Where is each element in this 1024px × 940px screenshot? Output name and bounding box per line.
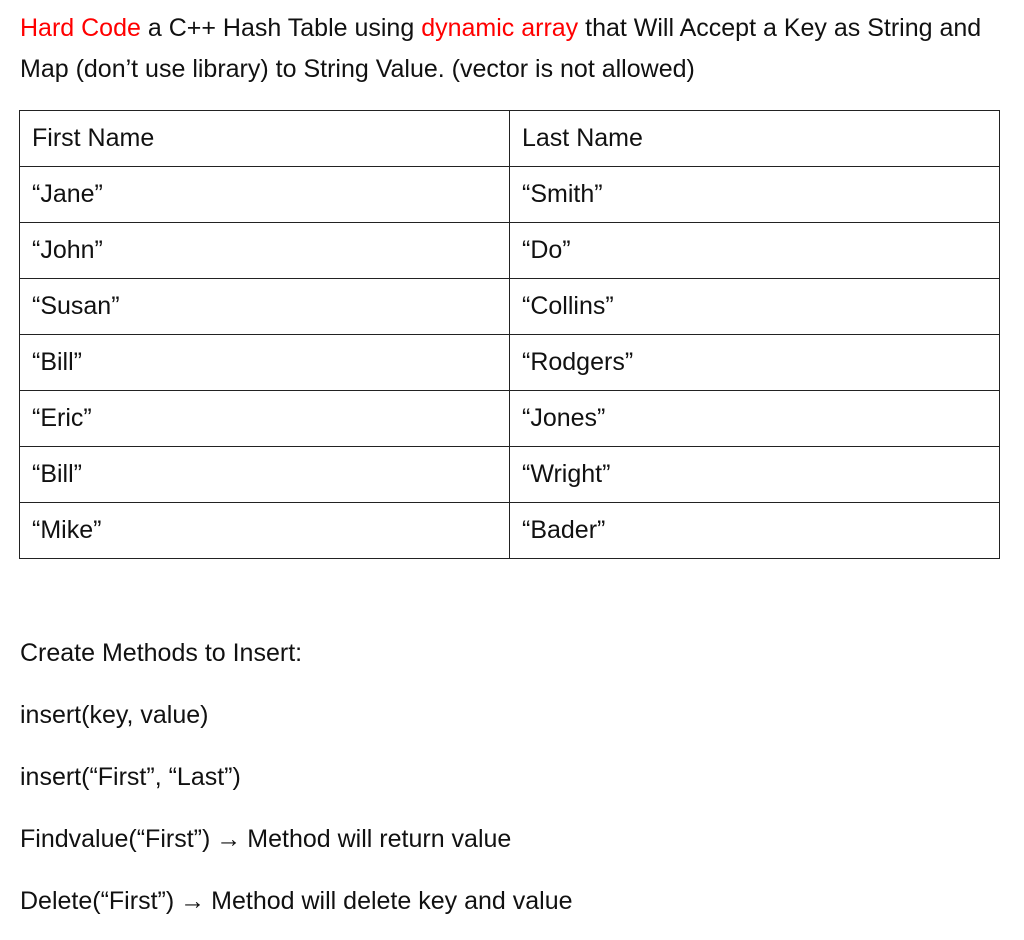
methods-section	[20, 630, 1010, 940]
table-header-row	[20, 111, 1000, 167]
table-row	[20, 447, 1000, 503]
delete-line	[20, 878, 1010, 940]
table-row	[20, 167, 1000, 223]
table-row	[20, 503, 1000, 559]
intro-highlight-dynamic-array: dynamic array	[421, 14, 579, 42]
intro-paragraph	[20, 8, 1010, 90]
header-last-name: Last Name	[510, 111, 1000, 167]
last-name-cell: “Jones”	[510, 391, 1000, 447]
first-name-cell: “John”	[20, 223, 510, 279]
first-name-cell: “Bill”	[20, 335, 510, 391]
findvalue-call: Findvalue(“First”)	[20, 825, 211, 853]
last-name-cell: “Collins”	[510, 279, 1000, 335]
methods-heading: Create Methods to Insert:	[20, 639, 303, 667]
first-name-cell: “Mike”	[20, 503, 510, 559]
header-first-name: First Name	[20, 111, 510, 167]
findvalue-description: Method will return value	[247, 825, 512, 853]
findvalue-line	[20, 816, 1010, 878]
first-name-cell: “Bill”	[20, 447, 510, 503]
table-row	[20, 223, 1000, 279]
last-name-cell: “Bader”	[510, 503, 1000, 559]
first-name-cell: “Eric”	[20, 391, 510, 447]
names-table	[19, 110, 1000, 559]
last-name-cell: “Do”	[510, 223, 1000, 279]
insert-signature: insert(key, value)	[20, 701, 209, 729]
table-row	[20, 335, 1000, 391]
last-name-cell: “Wright”	[510, 447, 1000, 503]
last-name-cell: “Rodgers”	[510, 335, 1000, 391]
first-name-cell: “Jane”	[20, 167, 510, 223]
first-name-cell: “Susan”	[20, 279, 510, 335]
delete-description: Method will delete key and value	[211, 887, 573, 915]
right-arrow-icon: →	[180, 887, 206, 915]
right-arrow-icon: →	[216, 825, 242, 853]
last-name-cell: “Smith”	[510, 167, 1000, 223]
intro-highlight-hard-code: Hard Code	[20, 14, 141, 42]
intro-text-1: a C++ Hash Table using	[140, 14, 422, 42]
delete-call: Delete(“First”)	[20, 887, 175, 915]
table-row	[20, 279, 1000, 335]
insert-example: insert(“First”, “Last”)	[20, 763, 241, 791]
table-row	[20, 391, 1000, 447]
intro-text-2: that Will Accept a Key as String and Map (don’t use library) to String Value. (vector is not allowed)	[20, 14, 982, 83]
